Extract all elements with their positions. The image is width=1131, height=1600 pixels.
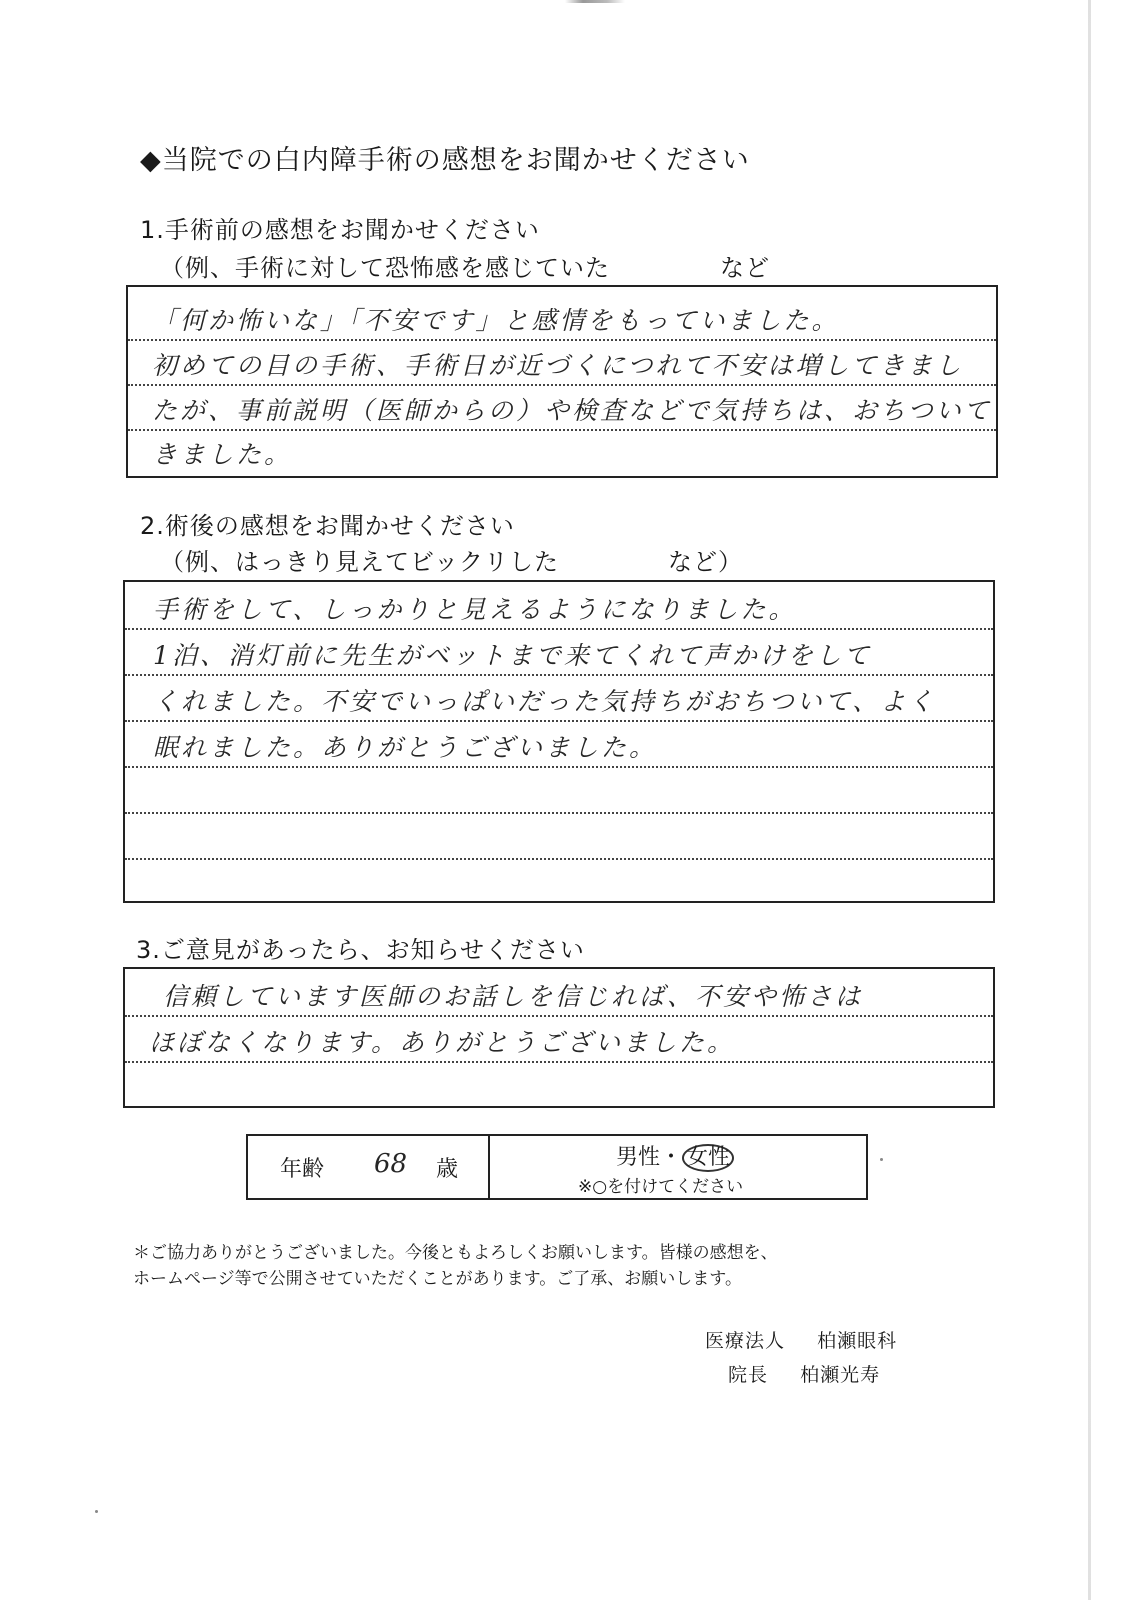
gender-instruction: ※○を付けてください [578, 1177, 744, 1197]
ruled-line [125, 628, 993, 630]
signature-org-type: 医療法人 [705, 1330, 786, 1352]
signature-director [728, 1360, 880, 1387]
question-1-example [160, 248, 770, 283]
ruled-line [125, 720, 993, 722]
ruled-line [125, 812, 993, 814]
age-value: 68 [374, 1149, 408, 1179]
signature-org [705, 1326, 897, 1353]
answer-box-3 [123, 967, 995, 1108]
question-1-heading: 1.手術前の感想をお聞かせください [140, 216, 540, 244]
answer-2-line-3: くれました。不安でいっぱいだった気持ちがおちついて、よく [153, 687, 937, 716]
page-title: ◆当院での白内障手術の感想をお聞かせください [140, 145, 750, 176]
scan-artifact [565, 0, 625, 3]
ruled-line [125, 766, 993, 768]
signature-clinic: 柏瀬眼科 [817, 1330, 898, 1352]
answer-1-line-2: 初めての目の手術、手術日が近づくにつれて不安は増してきまし [152, 351, 964, 380]
ruled-line [128, 339, 996, 341]
answer-1-line-1: 「何か怖いな」「不安です」と感情をもっていました。 [152, 306, 840, 335]
answer-1-line-4: きました。 [152, 440, 293, 469]
respondent-info-box [246, 1134, 868, 1200]
footer-note-line-2: ホームページ等で公開させていただくことがあります。ご了承、お願いします。 [133, 1269, 742, 1289]
ruled-line [128, 384, 996, 386]
question-3-heading: 3.ご意見があったら、お知らせください [136, 936, 585, 964]
signature-name: 柏瀬光寿 [800, 1364, 881, 1386]
answer-3-line-1: 信頼しています医師のお話しを信じれば、不安や怖さは [163, 982, 864, 1011]
age-label: 年齢 [280, 1157, 325, 1182]
ruled-line [128, 429, 996, 431]
answer-2-line-2: 1泊、消灯前に先生がベットまで来てくれて声かけをして [153, 641, 872, 670]
question-2-example-tail: など） [668, 548, 743, 576]
ruled-line [125, 674, 993, 676]
answer-box-2 [123, 580, 995, 903]
question-2-heading: 2.術後の感想をお聞かせください [140, 512, 515, 540]
info-divider [488, 1136, 490, 1198]
answer-box-1 [126, 285, 998, 478]
question-1-example-tail: など [720, 254, 770, 282]
gender-female-option-circled: 女性 [682, 1144, 734, 1172]
age-unit: 歳 [436, 1157, 459, 1182]
scan-speck [95, 1510, 98, 1513]
answer-3-line-2: ほぼなくなります。ありがとうございました。 [149, 1028, 736, 1057]
signature-role: 院長 [728, 1364, 769, 1386]
scan-speck [880, 1158, 883, 1161]
scan-edge [1088, 0, 1091, 1600]
footer-note-line-1: ＊ご協力ありがとうございました。今後ともよろしくお願いします。皆様の感想を、 [133, 1243, 778, 1263]
ruled-line [125, 858, 993, 860]
gender-male-option: 男性・ [616, 1145, 683, 1170]
answer-2-line-4: 眠れました。ありがとうございました。 [153, 733, 658, 762]
question-2-example [160, 542, 743, 577]
question-1-example-text: （例、手術に対して恐怖感を感じていた [160, 254, 610, 282]
answer-1-line-3: たが、事前説明（医師からの）や検査などで気持ちは、おちついて [152, 396, 992, 425]
answer-2-line-1: 手術をして、しっかりと見えるようになりました。 [153, 595, 797, 624]
gender-options [616, 1140, 734, 1172]
ruled-line [125, 1061, 993, 1063]
ruled-line [125, 1015, 993, 1017]
question-2-example-text: （例、はっきり見えてビックリした [160, 548, 560, 576]
